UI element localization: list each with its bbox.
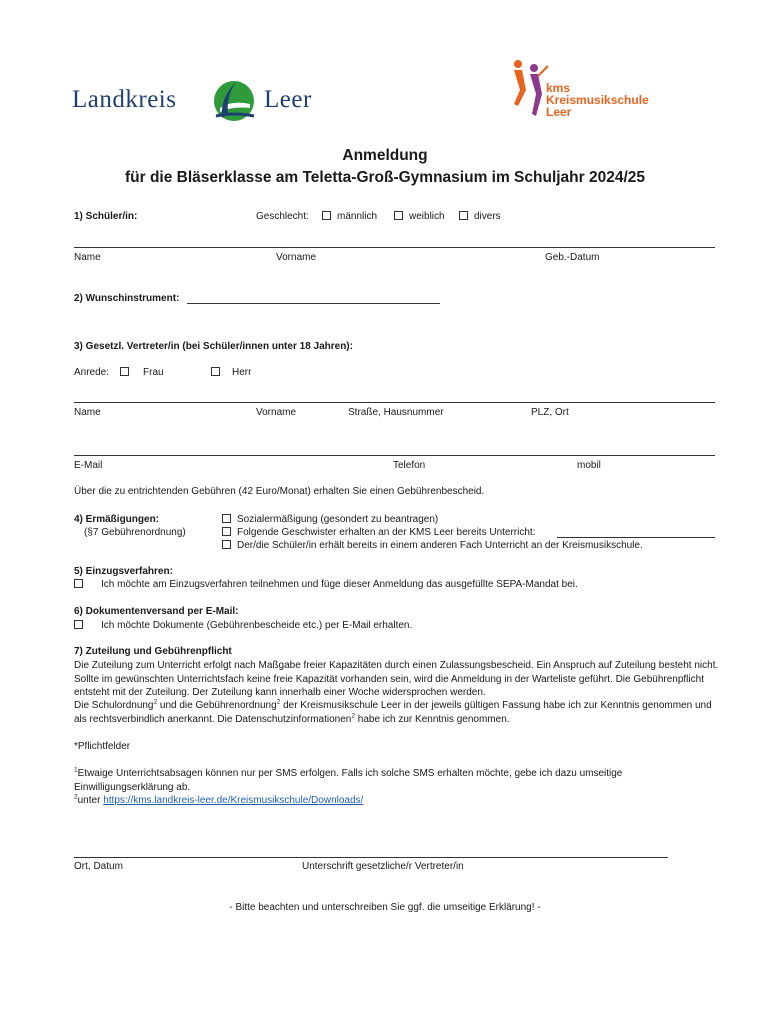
checkbox[interactable] bbox=[322, 211, 331, 220]
gender-option-male[interactable]: männlich bbox=[322, 211, 377, 222]
kms-logo bbox=[508, 56, 658, 124]
footnote-1: $^1$Etwaige Unterrichtsabsagen können nur per SMS erfolgen. Falls ich solche SMS erhalten möchte, gebe ich dazu umseitige Einwilligungserklärung ab. bbox=[74, 766, 623, 793]
gender-option-female[interactable]: weiblich bbox=[394, 211, 445, 222]
section4-label: 4) Ermäßigungen: bbox=[74, 514, 160, 525]
checkbox[interactable] bbox=[120, 367, 129, 376]
checkbox[interactable] bbox=[394, 211, 403, 220]
checkbox[interactable] bbox=[459, 211, 468, 220]
logo-text-leer: Leer bbox=[264, 86, 312, 113]
section7-label: 7) Zuteilung und Gebührenpflicht bbox=[74, 646, 232, 657]
guardian-contact-line[interactable] bbox=[74, 455, 715, 456]
signature-line[interactable] bbox=[74, 857, 668, 858]
logo-text-landkreis: Landkreis bbox=[72, 86, 177, 113]
section5-label: 5) Einzugsverfahren: bbox=[74, 566, 173, 577]
anrede-option-herr[interactable]: Herr bbox=[211, 367, 251, 378]
kms-musicians-icon bbox=[508, 56, 550, 122]
field-label-vorname: Vorname bbox=[256, 407, 297, 418]
signature-label-unterschrift: Unterschrift gesetzliche/r Vertreter/in bbox=[302, 861, 464, 872]
footer-note: - Bitte beachten und unterschreiben Sie ggf. die umseitige Erklärung! - bbox=[229, 902, 541, 913]
kms-text-name: Kreismusikschule bbox=[546, 93, 649, 107]
section1-label: 1) Schüler/in: bbox=[74, 211, 138, 222]
fees-info: Über die zu entrichtenden Gebühren (42 Euro/Monat) erhalten Sie einen Gebührenbescheid. bbox=[74, 486, 485, 497]
checkbox[interactable] bbox=[222, 514, 231, 523]
sepa-option[interactable]: Ich möchte am Einzugsverfahren teilnehmen und füge dieser Anmeldung das ausgefüllte SEPA-Mandat bei. bbox=[74, 579, 578, 590]
field-label-name: Name bbox=[74, 252, 101, 263]
field-label-plz-ort: PLZ, Ort bbox=[531, 407, 569, 418]
field-label-strasse: Straße, Hausnummer bbox=[348, 407, 444, 418]
siblings-input-line[interactable] bbox=[557, 537, 715, 538]
checkbox[interactable] bbox=[222, 527, 231, 536]
form-title: Anmeldung bbox=[342, 147, 428, 164]
section2-label: 2) Wunschinstrument: bbox=[74, 293, 180, 304]
anrede-option-frau[interactable]: Frau bbox=[120, 367, 164, 378]
section6-label: 6) Dokumentenversand per E-Mail: bbox=[74, 606, 239, 617]
discount-option-social[interactable]: Sozialermäßigung (gesondert zu beantragen) bbox=[222, 514, 438, 525]
downloads-link[interactable]: https://kms.landkreis-leer.de/Kreismusikschule/Downloads/ bbox=[103, 795, 364, 806]
checkbox[interactable] bbox=[74, 620, 83, 629]
field-label-email: E-Mail bbox=[74, 460, 103, 471]
pflichtfelder-note: *Pflichtfelder bbox=[74, 741, 131, 752]
checkbox[interactable] bbox=[222, 540, 231, 549]
guardian-name-line[interactable] bbox=[74, 402, 715, 403]
footnote-2: $^2$unter https://kms.landkreis-leer.de/Kreismusikschule/Downloads/ bbox=[74, 793, 364, 806]
section7-text-a: Die Zuteilung zum Unterricht erfolgt nach Maßgabe freier Kapazitäten durch einen Zulassungsbescheid. Ein Anspruch auf Zuteilung besteht nicht. Sollte im gewünschten Unterrichtsfach keine freie Kapazität vorhanden sein, wird die Anmeldung in der Warteliste geführt. Die Gebührenpflicht entsteht mit der Zuteilung. Der Zuteilung kann innerhalb einer Woche widersprochen werden. bbox=[74, 660, 719, 699]
landkreis-emblem-icon bbox=[206, 78, 262, 124]
kms-text-city: Leer bbox=[546, 105, 572, 119]
field-label-mobil: mobil bbox=[577, 460, 601, 471]
field-label-vorname: Vorname bbox=[276, 252, 317, 263]
instrument-input-line[interactable] bbox=[187, 303, 440, 304]
gender-label: Geschlecht: bbox=[256, 211, 309, 222]
field-label-telefon: Telefon bbox=[393, 460, 426, 471]
student-name-line[interactable] bbox=[74, 247, 715, 248]
checkbox[interactable] bbox=[74, 579, 83, 588]
field-label-geb-datum: Geb.-Datum bbox=[545, 252, 600, 263]
section4-sublabel: (§7 Gebührenordnung) bbox=[84, 527, 186, 538]
discount-option-other-subject[interactable]: Der/die Schüler/in erhält bereits in einem anderen Fach Unterricht an der Kreismusikschule. bbox=[222, 540, 643, 551]
checkbox[interactable] bbox=[211, 367, 220, 376]
field-label-name: Name bbox=[74, 407, 101, 418]
anrede-label: Anrede: bbox=[74, 367, 110, 378]
email-docs-option[interactable]: Ich möchte Dokumente (Gebührenbescheide etc.) per E-Mail erhalten. bbox=[74, 620, 412, 631]
section3-label: 3) Gesetzl. Vertreter/in (bei Schüler/innen unter 18 Jahren): bbox=[74, 341, 353, 352]
gender-option-diverse[interactable]: divers bbox=[459, 211, 501, 222]
section7-text-b: Die Schulordnung$^2$ und die Gebührenordnung$^2$ der Kreismusikschule Leer in der jeweils gültigen Fassung habe ich zur Kenntnis genommen und als rechtsverbindlich anerkannt. Die Datenschutzinformationen$^2$ habe ich zur Kenntnis genommen. bbox=[74, 698, 712, 725]
form-subtitle: für die Bläserklasse am Teletta-Groß-Gymnasium im Schuljahr 2024/25 bbox=[124, 169, 646, 186]
kms-text-abbr: kms bbox=[546, 81, 571, 95]
signature-label-ort-datum: Ort, Datum bbox=[74, 861, 123, 872]
landkreis-leer-logo bbox=[72, 78, 322, 122]
discount-option-siblings[interactable]: Folgende Geschwister erhalten an der KMS Leer bereits Unterricht: bbox=[222, 527, 535, 538]
